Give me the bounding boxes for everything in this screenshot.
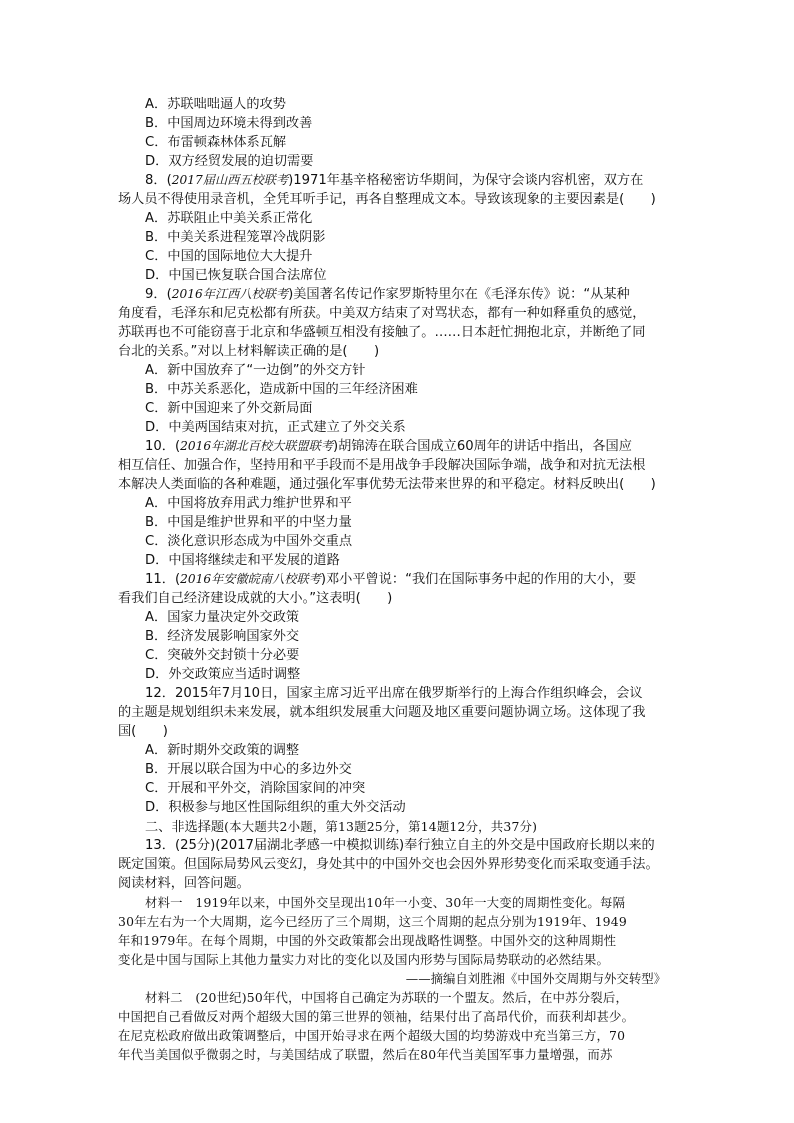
- q12-stem-line3: 国( ): [118, 724, 168, 739]
- q12-stem-line2: 的主题是规划组织未来发展，就本组织发展重大问题及地区重要问题协调立场。这体现了我: [118, 705, 646, 720]
- q7-option-d: D．双方经贸发展的迫切需要: [145, 154, 314, 169]
- q9-option-c: C．新中国迎来了外交新局面: [145, 401, 313, 416]
- q13-stem-line1: 13．(25分)(2017届湖北孝感一中模拟训练)奉行独立自主的外交是中国政府长期以来的: [145, 838, 655, 853]
- section2-header: [145, 817, 537, 837]
- q13-source: 2017届湖北孝感一中模拟训练: [220, 838, 399, 853]
- q11-stem-line1: 11．(2016年安徽皖南八校联考)邓小平曾说：“我们在国际事务中起的作用的大小，要: [145, 572, 637, 587]
- q7-option-c: C．布雷顿森林体系瓦解: [145, 135, 287, 150]
- material2-line3: 在尼克松政府做出政策调整后，中国开始寻求在两个超级大国的均势游戏中充当第三方，70: [118, 1028, 626, 1043]
- q7-option-b: B．中国周边环境未得到改善: [145, 116, 313, 131]
- q9-source: 2016年江西八校联考: [171, 287, 289, 301]
- q9-stem-line3: 苏联再也不可能窃喜于北京和华盛顿互相没有接触了。……日本赶忙拥抱北京，并断绝了同: [118, 325, 646, 340]
- q8-option-b: B．中美关系进程笼罩冷战阴影: [145, 230, 326, 245]
- q10-option-c: C．淡化意识形态成为中国外交重点: [145, 534, 353, 549]
- q9-option-d: D．中美两国结束对抗，正式建立了外交关系: [145, 420, 406, 435]
- q9-option-a: A．新中国放弃了“一边倒”的外交方针: [145, 363, 366, 378]
- q12-option-b: B．开展以联合国为中心的多边外交: [145, 762, 352, 777]
- q11-option-b: B．经济发展影响国家外交: [145, 629, 300, 644]
- q9-stem-line1: 9．(2016年江西八校联考)美国著名传记作家罗斯特里尔在《毛泽东传》说：“从某种: [145, 287, 630, 302]
- q10-stem-line3: 本解决人类面临的各种难题，通过强化军事优势无法带来世界的和平稳定。材料反映出( ): [118, 477, 656, 492]
- q11-option-d: D．外交政策应当适时调整: [145, 667, 301, 682]
- q9-stem-line2: 角度看，毛泽东和尼克松都有所获。中美双方结束了对骂状态，都有一种如释重负的感觉，: [118, 306, 646, 321]
- q8-option-a: A．苏联阻止中美关系正常化: [145, 211, 313, 226]
- q8-option-d: D．中国已恢复联合国合法席位: [145, 268, 327, 283]
- section2-note: (本大题共2小题，第13题25分，第14题12分，共37分): [224, 819, 538, 834]
- q11-option-a: A．国家力量决定外交政策: [145, 610, 300, 625]
- q10-stem-line2: 相互信任、加强合作，坚持用和平手段而不是用战争手段解决国际争端，战争和对抗无法根: [118, 458, 646, 473]
- q10-option-b: B．中国是维护世界和平的中坚力量: [145, 515, 352, 530]
- q10-option-d: D．中国将继续走和平发展的道路: [145, 553, 340, 568]
- q9-option-b: B．中苏关系恶化，造成新中国的三年经济困难: [145, 382, 418, 397]
- q8-stem-line1: 8．(2017届山西五校联考)1971年基辛格秘密访华期间，为保守会谈内容机密，双方在: [145, 173, 644, 188]
- material2-line1: 材料二 (20世纪)50年代，中国将自己确定为苏联的一个盟友。然后，在中苏分裂后，: [145, 990, 629, 1005]
- q7-option-a: A．苏联咄咄逼人的攻势: [145, 97, 286, 112]
- q8-stem-line2: 场人员不得使用录音机，全凭耳听手记，再各自整理成文本。导致该现象的主要因素是( ): [118, 192, 656, 207]
- q11-source: 2016年安徽皖南八校联考: [180, 572, 321, 586]
- q12-option-c: C．开展和平外交，消除国家间的冲突: [145, 781, 366, 796]
- q10-source: 2016年湖北百校大联盟联考: [180, 439, 334, 453]
- material1-line3: 年和1979年。在每个周期，中国的外交政策都会出现战略性调整。中国外交的这种周期性: [118, 933, 617, 948]
- material2-line2: 中国把自己看做反对两个超级大国的第三世界的领袖，结果付出了高昂代价，而获利却甚少。: [118, 1009, 635, 1024]
- q12-option-d: D．积极参与地区性国际组织的重大外交活动: [145, 800, 406, 815]
- material1-line4: 变化是中国与国际上其他力量实力对比的变化以及国内形势与国际局势联动的必然结果。: [118, 952, 610, 967]
- material1-source: ——摘编自刘胜湘《中国外交周期与外交转型》: [405, 971, 666, 986]
- q8-source: 2017届山西五校联考: [171, 173, 289, 187]
- material2-line4: 年代当美国似乎微弱之时，与美国结成了联盟，然后在80年代当美国军事力量增强，而苏: [118, 1047, 613, 1062]
- q11-option-c: C．突破外交封锁十分必要: [145, 648, 300, 663]
- q10-stem-line1: 10．(2016年湖北百校大联盟联考)胡锦涛在联合国成立60周年的讲话中指出，各国应: [145, 439, 632, 454]
- material1-line2: 30年左右为一个大周期，迄今已经历了三个周期，这三个周期的起点分别为1919年、1949: [118, 914, 627, 929]
- q10-option-a: A．中国将放弃用武力维护世界和平: [145, 496, 352, 511]
- section2-title: 二、非选择题: [145, 820, 225, 835]
- q12-option-a: A．新时期外交政策的调整: [145, 743, 300, 758]
- q12-stem-line1: 12．2015年7月10日，国家主席习近平出席在俄罗斯举行的上海合作组织峰会，会议: [145, 686, 643, 701]
- q8-option-c: C．中国的国际地位大大提升: [145, 249, 313, 264]
- q13-stem-line2: 既定国策。但国际局势风云变幻，身处其中的中国外交也会因外界形势变化而采取变通手法。: [118, 857, 659, 872]
- q11-stem-line2: 看我们自己经济建设成就的大小。”这表明( ): [118, 591, 393, 606]
- material1-line1: 材料一 1919年以来，中国外交呈现出10年一小变、30年一大变的周期性变化。每隔: [145, 895, 626, 910]
- q9-stem-line4: 台北的关系。”对以上材料解读正确的是( ): [118, 344, 380, 359]
- q13-stem-line3: 阅读材料，回答问题。: [118, 876, 250, 891]
